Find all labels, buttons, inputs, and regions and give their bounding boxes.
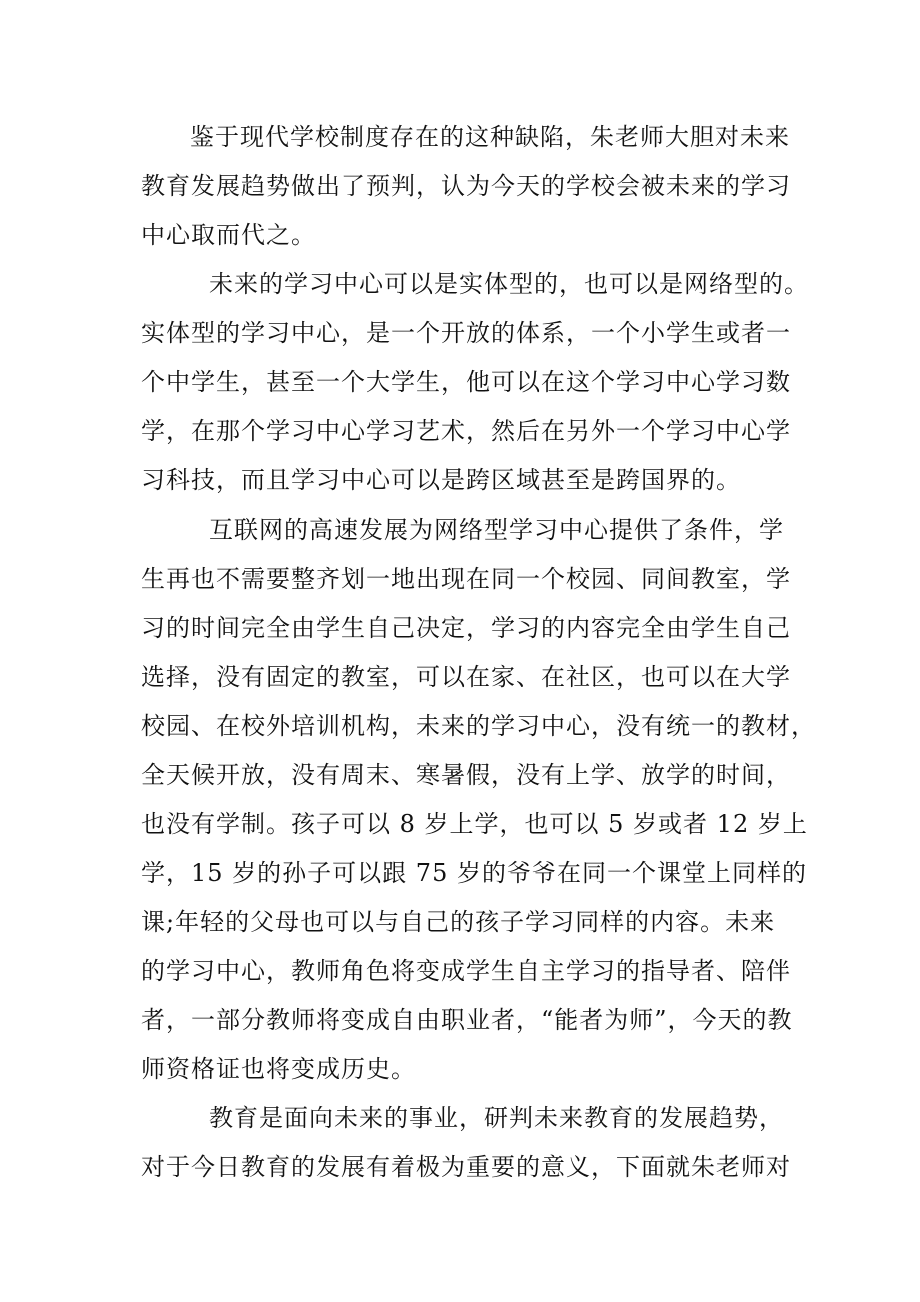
- text-line: 教育是面向未来的事业，研判未来教育的发展趋势，: [209, 1104, 784, 1132]
- text-line: 互联网的高速发展为网络型学习中心提供了条件，学: [209, 516, 784, 544]
- text-line: 也没有学制。孩子可以 8 岁上学，也可以 5 岁或者 12 岁上: [141, 810, 808, 838]
- text-line: 中心取而代之。: [141, 221, 316, 249]
- text-line: 鉴于现代学校制度存在的这种缺陷，朱老师大胆对未来: [190, 123, 790, 151]
- text-line: 习的时间完全由学生自己决定，学习的内容完全由学生自己: [141, 614, 791, 642]
- text-line: 师资格证也将变成历史。: [141, 1055, 416, 1083]
- text-line: 对于今日教育的发展有着极为重要的意义，下面就朱老师对: [141, 1153, 791, 1181]
- text-line: 选择，没有固定的教室，可以在家、在社区，也可以在大学: [141, 663, 791, 691]
- text-line: 实体型的学习中心，是一个开放的体系，一个小学生或者一: [141, 319, 791, 347]
- text-line: 学，15 岁的孙子可以跟 75 岁的爷爷在同一个课堂上同样的: [141, 859, 807, 887]
- text-line: 习科技，而且学习中心可以是跨区域甚至是跨国界的。: [141, 466, 741, 494]
- text-line: 未来的学习中心可以是实体型的，也可以是网络型的。: [209, 270, 809, 298]
- text-line: 课;年轻的父母也可以与自己的孩子学习同样的内容。未来: [141, 908, 776, 936]
- text-line: 校园、在校外培训机构，未来的学习中心，没有统一的教材，: [141, 712, 816, 740]
- text-line: 学，在那个学习中心学习艺术，然后在另外一个学习中心学: [141, 417, 791, 445]
- text-line: 者，一部分教师将变成自由职业者，“能者为师”，今天的教: [141, 1006, 793, 1034]
- text-line: 个中学生，甚至一个大学生，他可以在这个学习中心学习数: [141, 368, 791, 396]
- text-line: 全天候开放，没有周末、寒暑假，没有上学、放学的时间，: [141, 761, 791, 789]
- text-line: 生再也不需要整齐划一地出现在同一个校园、同间教室，学: [141, 565, 791, 593]
- text-line: 的学习中心，教师角色将变成学生自主学习的指导者、陪伴: [141, 957, 791, 985]
- text-line: 教育发展趋势做出了预判，认为今天的学校会被未来的学习: [141, 172, 791, 200]
